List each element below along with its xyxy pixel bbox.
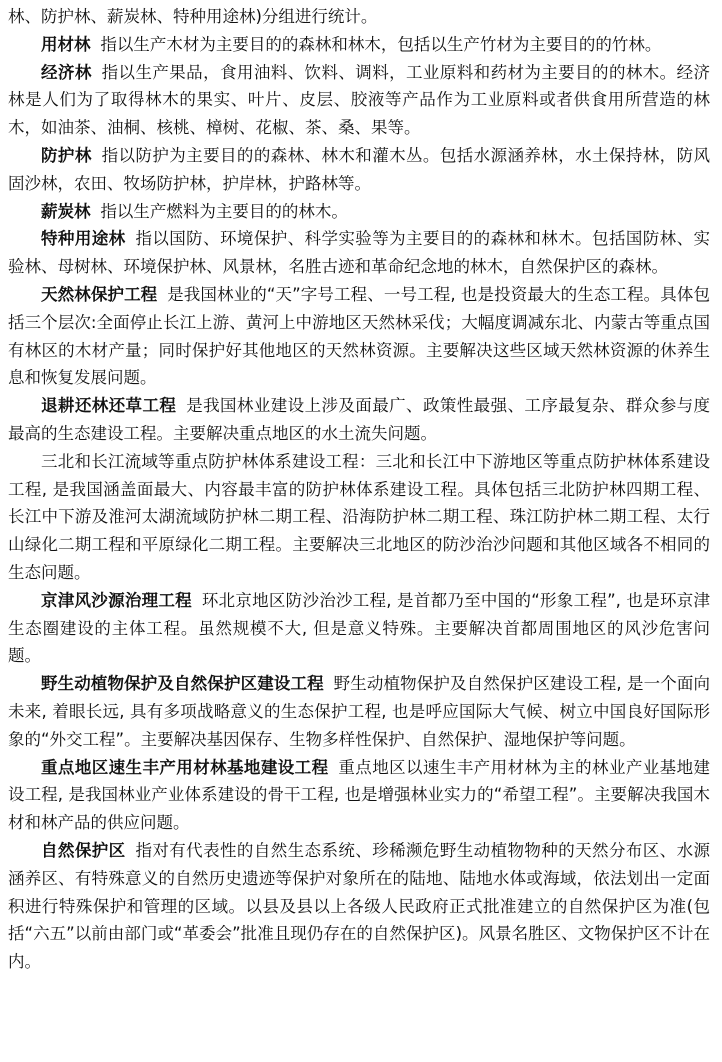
- paragraph-fast-growing-project: [8, 754, 710, 837]
- term-heading: 经济林: [41, 62, 92, 82]
- paragraph-text: 指以生产木材为主要目的的森林和林木，包括以生产竹材为主要目的的竹林。: [100, 34, 662, 54]
- paragraph-economic-forest: [8, 59, 710, 142]
- term-heading: 野生动植物保护及自然保护区建设工程: [41, 674, 324, 694]
- term-heading: 特种用途林: [41, 229, 126, 249]
- term-heading: 重点地区速生丰产用材林基地建设工程: [41, 757, 329, 777]
- term-heading: 薪炭林: [41, 201, 91, 221]
- paragraph-natural-forest-project: [8, 281, 710, 392]
- paragraph-intro-continuation: [8, 3, 710, 31]
- paragraph-fuel-forest: [8, 198, 710, 226]
- paragraph-text: 野生动植物保护及自然保护区建设工程, 是一个面向未来, 着眼长远, 具有多项战略意义的生态保护工程, 也是呼应国际大气候、树立中国良好国际形象的“外交工程”。主要解决基因保存、生物多样性保护、自然保护、湿地保护等问题。: [8, 674, 710, 749]
- paragraph-nature-reserve: [8, 837, 710, 976]
- term-heading: 用材林: [41, 34, 91, 54]
- paragraph-text: 是我国林业建设上涉及面最广、政策性最强、工序最复杂、群众参与度最高的生态建设工程。主要解决重点地区的水土流失问题。: [8, 396, 711, 443]
- term-heading: 退耕还林还草工程: [41, 396, 177, 416]
- term-heading: 京津风沙源治理工程: [41, 590, 192, 610]
- paragraph-wildlife-project: [8, 670, 710, 753]
- paragraph-text: 指以生产果品，食用油料、饮料、调料，工业原料和药材为主要目的的林木。经济林是人们为了取得林木的果实、叶片、皮层、胶液等产品作为工业原料或者供食用所营造的林木，如油茶、油桐、核桃、樟树、花椒、茶、桑、果等。: [8, 62, 711, 138]
- term-heading: 防护林: [41, 145, 92, 165]
- paragraph-text: 林、防护林、薪炭林、特种用途林)分组进行统计。: [8, 7, 378, 26]
- term-heading: 天然林保护工程: [41, 284, 158, 304]
- paragraph-text: 指以生产燃料为主要目的的林木。: [100, 201, 348, 221]
- paragraph-special-forest: [8, 225, 710, 281]
- paragraph-text: 指以防护为主要目的的森林、林木和灌木丛。包括水源涵养林，水土保持林，防风固沙林，农田、牧场防护林，护岸林，护路林等。: [8, 145, 711, 193]
- paragraph-sandstorm-project: [8, 587, 710, 670]
- term-heading: 自然保护区: [41, 840, 126, 860]
- paragraph-timber-forest: [8, 31, 710, 59]
- paragraph-grain-for-green-project: [8, 392, 710, 448]
- paragraph-protection-forest: [8, 142, 710, 198]
- paragraph-shelterbelt-project: [8, 448, 710, 587]
- paragraph-text: 环北京地区防沙治沙工程, 是首都乃至中国的“形象工程”, 也是环京津生态圈建设的主体工程。虽然规模不大, 但是意义特殊。主要解决首都周围地区的风沙危害问题。: [8, 590, 711, 666]
- paragraph-text: 重点地区以速生丰产用材林为主的林业产业基地建设工程, 是我国林业产业体系建设的骨干工程, 也是增强林业实力的“希望工程”。主要解决我国木材和林产品的供应问题。: [8, 757, 711, 833]
- paragraph-text: 三北和长江流域等重点防护林体系建设工程：三北和长江中下游地区等重点防护林体系建设工程, 是我国涵盖面最大、内容最丰富的防护林体系建设工程。具体包括三北防护林四期工程、长江中下游及淮河太湖流域防护林二期工程、沿海防护林二期工程、珠江防护林二期工程、太行山绿化二期工程和平原绿化二期工程。主要解决三北地区的防沙治沙问题和其他区域各不相同的生态问题。: [8, 451, 710, 582]
- paragraph-text: 指以国防、环境保护、科学实验等为主要目的的森林和林木。包括国防林、实验林、母树林、环境保护林、风景林，名胜古迹和革命纪念地的林木，自然保护区的森林。: [8, 229, 711, 277]
- paragraph-text: 指对有代表性的自然生态系统、珍稀濒危野生动植物物种的天然分布区、水源涵养区、有特殊意义的自然历史遗迹等保护对象所在的陆地、陆地水体或海域，依法划出一定面积进行特殊保护和管理的区域。以县及县以上各级人民政府正式批准建立的自然保护区为准(包括“六五”以前由部门或“革委会”批准且现仍存在的自然保护区)。风景名胜区、文物保护区不计在内。: [8, 840, 711, 972]
- paragraph-text: 是我国林业的“天”字号工程、一号工程, 也是投资最大的生态工程。具体包括三个层次:全面停止长江上游、黄河上中游地区天然林采伐；大幅度调减东北、内蒙古等重点国有林区的木材产量；同时保护好其他地区的天然林资源。主要解决这些区域天然林资源的休养生息和恢复发展问题。: [8, 284, 710, 388]
